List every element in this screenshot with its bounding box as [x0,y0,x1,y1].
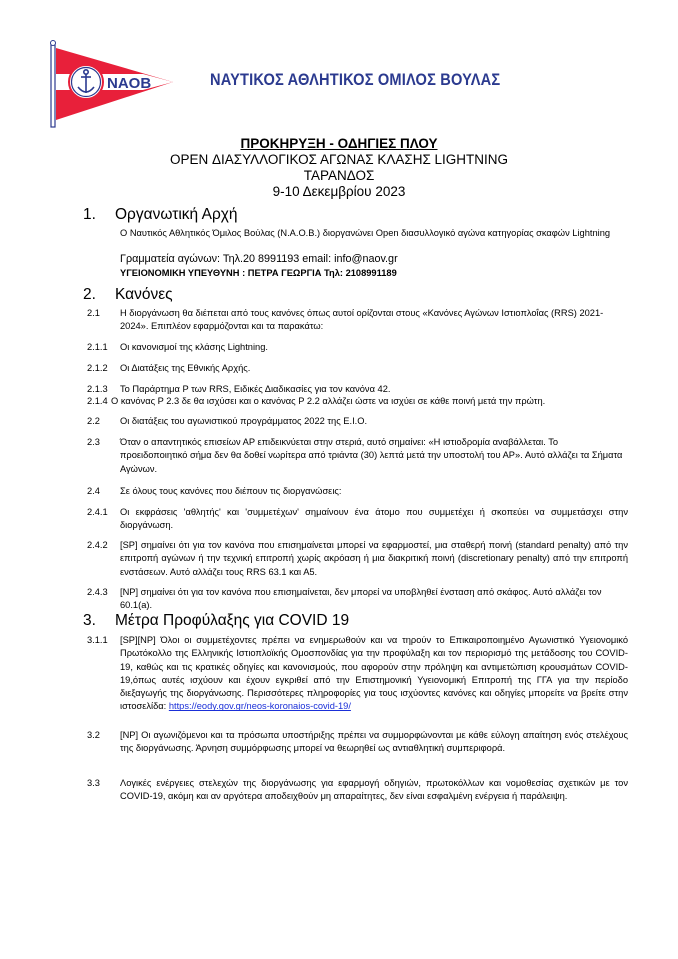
item-number: 3.3 [87,778,100,788]
item-number: 2.4.2 [87,540,108,550]
item-number: 2.1 [87,308,100,318]
item-text: [NP] Οι αγωνιζόμενοι και τα πρόσωπα υποστήριξης πρέπει να συμμορφώνονται με κάθε εύλογη απαίτηση ενός στελέχους της διοργάνωσης. Άρνηση συμμόρφωσης μπορεί να θεωρηθεί ως αντιαθλητική συμπεριφορά. [120,730,628,754]
item-number: 2.3 [87,437,100,447]
title-line-3: ΤΑΡΑΝΔΟΣ [303,168,375,183]
item-text: Η διοργάνωση θα διέπεται από τους κανόνες όπως αυτοί ορίζονται στους «Κανόνες Αγώνων Ιστιοπλοΐας (RRS) 2021-2024». Επιπλέον εφαρμόζονται και τα παρακάτω: [120,308,604,332]
health-officer-contact: ΥΓΕΙΟΝΟΜΙΚΗ ΥΠΕΥΘΥΝΗ : ΠΕΤΡΑ ΓΕΩΡΓΙΑ Τηλ: 2108991189 [120,268,397,278]
eody-covid-link[interactable]: https://eody.gov.gr/neos-koronaios-covid-19/ [168,701,351,712]
section-title: Μέτρα Προφύλαξης για COVID 19 [115,612,350,629]
item-text: [SP] σημαίνει ότι για τον κανόνα που επισημαίνεται μπορεί να εφαρμοστεί, μια σταθερή ποινή (standard penalty) από την επιτροπή αγώνων ή την τεχνική επιτροπή χωρίς ακρόαση ή μια διακριτική ποινή (discretionary penalty) από την επιτροπή ενστάσεων. Αυτό αλλάζει τους RRS 63.1 και Α5. [120,540,628,577]
logo-text: NAOB [107,75,152,92]
item-number: 2.4.3 [87,587,108,597]
section-title: Κανόνες [115,286,173,303]
flagpole-top [51,41,56,46]
item-text: Ο κανόνας Ρ 2.3 δε θα ισχύσει και ο κανόνας Ρ 2.2 αλλάζει ώστε να ισχύει σε κάθε ποινή μετά την πρώτη. [111,396,546,406]
item-number: 2.2 [87,416,100,426]
item-text: Όταν ο απαντητικός επισείων ΑΡ επιδεικνύεται στην στεριά, αυτό σημαίνει: «Η ιστιοδρομία αναβάλλεται. Το προειδοποιητικό σήμα δεν θα δοθεί νωρίτερα από τριάντα (30) λεπτά μετά την υποστολή του ΑΡ». Αυτό αλλάζει τα Σήματα Αγώνων. [120,437,623,474]
item-number: 3.2 [87,730,100,740]
item-text: Οι διατάξεις του αγωνιστικού προγράμματος 2022 της Ε.Ι.Ο. [120,416,368,426]
item-number: 2.1.2 [87,363,108,373]
section-1-heading [83,206,238,224]
document-title [0,136,678,200]
org-name: ΝΑΥΤΙΚΟΣ ΑΘΛΗΤΙΚΟΣ ΟΜΙΛΟΣ ΒΟΥΛΑΣ [210,70,501,89]
item-number: 2.4.1 [87,507,108,517]
item-text: Το Παράρτημα Ρ των RRS, Ειδικές Διαδικασίες για τον κανόνα 42. [120,384,391,394]
item-number: 2.1.4 [87,396,108,406]
item-text: Σε όλους τους κανόνες που διέπουν τις διοργανώσεις: [120,486,342,496]
title-line-1: ΠΡΟΚΗΡΥΞΗ - ΟΔΗΓΙΕΣ ΠΛΟΥ [240,136,438,151]
title-line-4: 9-10 Δεκεμβρίου 2023 [272,184,406,199]
item-number: 2.4 [87,486,100,496]
section-2-heading [83,286,173,304]
item-text: Οι εκφράσεις 'αθλητής' και 'συμμετέχων' σημαίνουν ένα άτομο που συμμετέχει ή σκοπεύει να συμμετάσχει στην διοργάνωση. [120,507,628,531]
item-text: Λογικές ενέργειες στελεχών της διοργάνωσης για εφαρμογή οδηγιών, πρωτοκόλλων και νομοθεσίας σχετικών με τον COVID-19, ακόμη και αν αργότερα αποδειχθούν μη απαραίτητες, δεν είναι εσφαλμένη ενέργεια ή παράλειψη. [120,778,628,802]
item-text: Οι Διατάξεις της Εθνικής Αρχής. [120,363,251,373]
section-number: 2. [83,286,96,303]
item-text [120,634,628,714]
section-number: 3. [83,612,96,629]
item-number: 3.1.1 [87,635,108,645]
section-3-heading [83,612,349,630]
item-number: 2.1.1 [87,342,108,352]
section-title: Οργανωτική Αρχή [115,206,238,223]
flagpole [51,43,55,127]
item-text: Οι κανονισμοί της κλάσης Lightning. [120,342,268,352]
section-number: 1. [83,206,96,223]
section-1-paragraph: Ο Ναυτικός Αθλητικός Όμιλος Βούλας (Ν.Α.Ο.Β.) διοργανώνει Open διασυλλογικό αγώνα κατηγορίας σκαφών Lightning [120,228,611,238]
item-text-body: [SP][NP] Όλοι οι συμμετέχοντες πρέπει να ενημερωθούν και να τηρούν το Επικαιροποιημένο Αγωνιστικό Υγειονομικό Πρωτόκολλο της Ελληνικής Ιστιοπλοϊκής Ομοσπονδίας για την προφύλαξη και τον περιορισμό της μετάδοσης του COVID-19, καθώς και τις κρατικές οδηγίες και κανονισμούς, που αφορούν στην πρόληψη και αντιμετώπιση κρουσμάτων COVID-19,όπως αυτές ισχύουν και έχουν εγκριθεί από την Επιστημονική Υγειονομική Επιτροπή της ΓΓΑ για την περίοδο διεξαγωγής της διοργάνωσης. Περισσότερες πληροφορίες για τους ισχύοντες κανόνες και οδηγίες μπορείτε να βρείτε στην ιστοσελίδα: [120,635,628,712]
secretariat-contact: Γραμματεία αγώνων: Τηλ.20 8991193 email: info@naov.gr [120,253,398,265]
item-text: [NP] σημαίνει ότι για τον κανόνα που επισημαίνεται, δεν μπορεί να υποβληθεί ένσταση από σκάφος. Αυτό αλλάζει τον 60.1(a). [120,587,602,611]
title-line-2: OPEN ΔΙΑΣΥΛΛΟΓΙΚΟΣ ΑΓΩΝΑΣ ΚΛΑΣΗΣ LIGHTNING [169,152,509,167]
club-logo-pennant [48,40,173,128]
item-number: 2.1.3 [87,384,108,394]
